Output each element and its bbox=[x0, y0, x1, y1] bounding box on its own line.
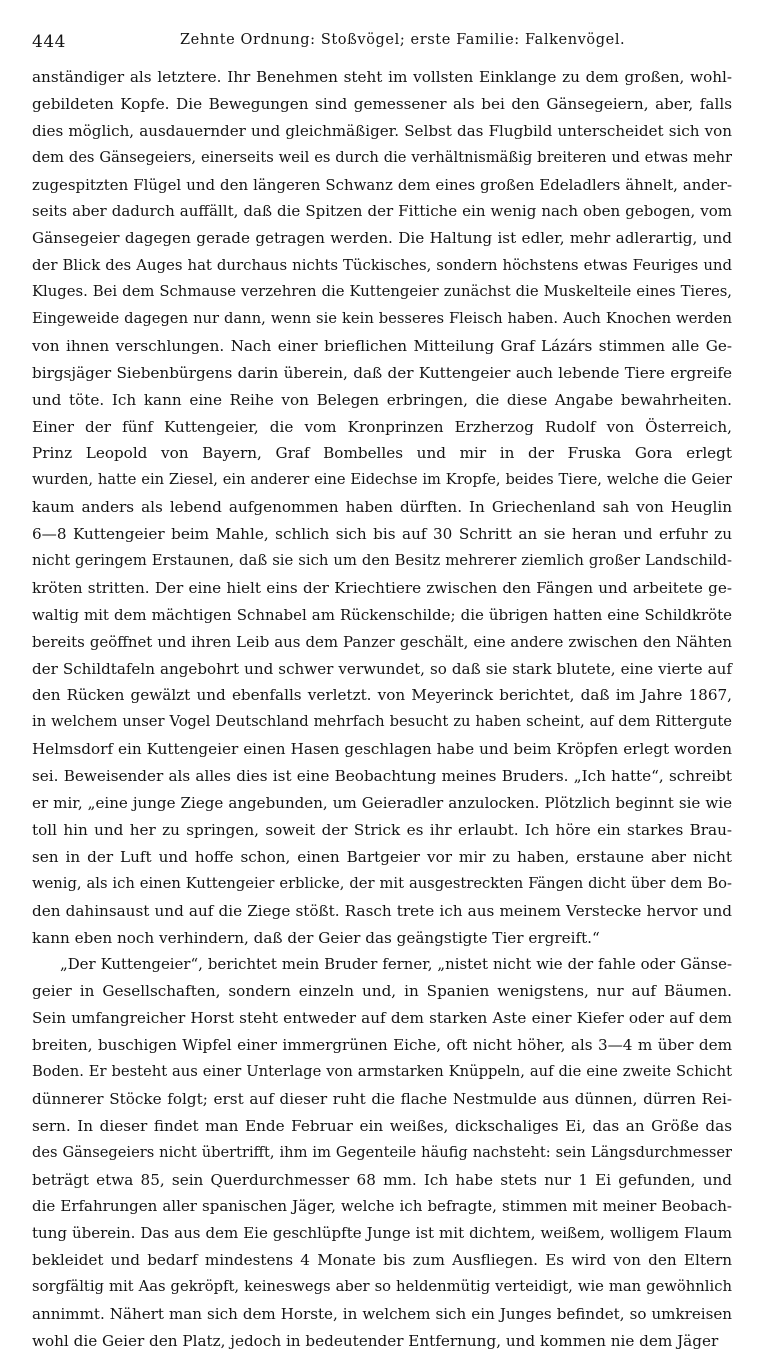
text-line: kann eben noch verhindern, daß der Geier das geängstigte Tier ergreift.“ bbox=[32, 928, 600, 947]
text-line: dünnerer Stöcke folgt; erst auf dieser ruht die flache Nestmulde aus dünnen, dürren Rei- bbox=[32, 1089, 732, 1108]
text-line: dem des Gänsegeiers, einerseits weil es durch die verhältnismäßig breiteren und etwas mehr bbox=[32, 148, 732, 166]
running-head: Zehnte Ordnung: Stoßvögel; erste Familie: Falkenvögel. bbox=[180, 32, 626, 48]
text-line: annimmt. Nähert man sich dem Horste, in welchem sich ein Junges befindet, so umkreisen bbox=[32, 1304, 732, 1323]
text-line: von ihnen verschlungen. Nach einer brieflichen Mitteilung Graf Lázárs stimmen alle Ge- bbox=[32, 336, 732, 355]
text-line: Helmsdorf ein Kuttengeier einen Hasen geschlagen habe und beim Kröpfen erlegt worden bbox=[32, 740, 732, 759]
text-line: zugespitzten Flügel und den längeren Schwanz dem eines großen Edeladlers ähnelt, ander- bbox=[32, 175, 732, 194]
text-line: breiten, buschigen Wipfel einer immergrünen Eiche, oft nicht höher, als 3—4 m über dem bbox=[32, 1036, 732, 1055]
text-line: waltig mit dem mächtigen Schnabel am Rückenschilde; die übrigen hatten eine Schildkröte bbox=[32, 605, 732, 624]
text-line: die Erfahrungen aller spanischen Jäger, welche ich befragte, stimmen mit meiner Beobach- bbox=[32, 1197, 732, 1216]
page-number: 444 bbox=[32, 32, 66, 52]
text-line: sen in der Luft und hoffe schon, einen Bartgeier vor mir zu haben, erstaune aber nicht bbox=[32, 847, 732, 866]
text-line: wohl die Geier den Platz, jedoch in bedeutender Entfernung, und kommen nie dem Jäger bbox=[32, 1331, 719, 1350]
paragraph bbox=[32, 951, 732, 1354]
text-line: sei. Beweisender als alles dies ist eine Beobachtung meines Bruders. „Ich hatte“, schreibt bbox=[32, 767, 732, 786]
text-line: tung überein. Das aus dem Eie geschlüpfte Junge ist mit dichtem, weißem, wolligem Flaum bbox=[32, 1224, 732, 1243]
text-line: wenig, als ich einen Kuttengeier erblicke, der mit ausgestreckten Fängen dicht über dem Bo- bbox=[32, 874, 732, 892]
text-line: der Blick des Auges hat durchaus nichts Tückisches, sondern höchstens etwas Feuriges und bbox=[32, 256, 732, 275]
text-line: Boden. Er besteht aus einer Unterlage von armstarken Knüppeln, auf die eine zweite Schicht bbox=[32, 1062, 732, 1080]
text-line: Kluges. Bei dem Schmause verzehren die Kuttengeier zunächst die Muskelteile eines Tieres, bbox=[32, 283, 732, 301]
text-line: des Gänsegeiers nicht übertrifft, ihm im Gegenteile häufig nachsteht: sein Längsdurchmesser bbox=[32, 1143, 732, 1161]
text-line: den dahinsaust und auf die Ziege stößt. Rasch trete ich aus meinem Verstecke hervor und bbox=[32, 901, 732, 920]
text-line: gebildeten Kopfe. Die Bewegungen sind gemessener als bei den Gänsegeiern, aber, falls bbox=[32, 94, 732, 113]
text-line: in welchem unser Vogel Deutschland mehrfach besucht zu haben scheint, auf dem Rittergute bbox=[32, 713, 732, 731]
text-line: und töte. Ich kann eine Reihe von Belegen erbringen, die diese Angabe bewahrheiten. bbox=[32, 390, 732, 409]
text-line: kaum anders als lebend aufgenommen haben dürften. In Griechenland sah von Heuglin bbox=[32, 498, 732, 517]
body-text bbox=[32, 64, 732, 1355]
text-line: bereits geöffnet und ihren Leib aus dem Panzer geschält, eine andere zwischen den Nähten bbox=[32, 632, 732, 651]
text-line: „Der Kuttengeier“, berichtet mein Bruder ferner, „nistet nicht wie der fahle oder Gänse- bbox=[60, 955, 732, 974]
text-line: geier in Gesellschaften, sondern einzeln und, in Spanien wenigstens, nur auf Bäumen. bbox=[32, 982, 732, 1001]
text-line: Prinz Leopold von Bayern, Graf Bombelles und mir in der Fruska Gora erlegt bbox=[32, 444, 732, 463]
text-line: seits aber dadurch auffällt, daß die Spitzen der Fittiche ein wenig nach oben gebogen, vom bbox=[32, 202, 732, 221]
paragraph bbox=[32, 64, 732, 951]
text-line: birgsjäger Siebenbürgens darin überein, daß der Kuttengeier auch lebende Tiere ergreife bbox=[32, 363, 732, 382]
text-line: anständiger als letztere. Ihr Benehmen steht im vollsten Einklange zu dem großen, wohl- bbox=[32, 68, 732, 86]
text-line: Eingeweide dagegen nur dann, wenn sie kein besseres Fleisch haben. Auch Knochen werden bbox=[32, 310, 732, 328]
text-line: beträgt etwa 85, sein Querdurchmesser 68 mm. Ich habe stets nur 1 Ei gefunden, und bbox=[32, 1170, 732, 1189]
text-line: Sein umfangreicher Horst steht entweder auf dem starken Aste einer Kiefer oder auf dem bbox=[32, 1009, 732, 1028]
text-line: 6—8 Kuttengeier beim Mahle, schlich sich bis auf 30 Schritt an sie heran und erfuhr zu bbox=[32, 525, 732, 544]
text-line: sern. In dieser findet man Ende Februar ein weißes, dickschaliges Ei, das an Größe das bbox=[32, 1116, 732, 1135]
page-header bbox=[30, 30, 735, 56]
text-line: Gänsegeier dagegen gerade getragen werden. Die Haltung ist edler, mehr adlerartig, und bbox=[32, 229, 732, 248]
text-line: dies möglich, ausdauernder und gleichmäßiger. Selbst das Flugbild unterscheidet sich von bbox=[32, 121, 732, 140]
text-line: er mir, „eine junge Ziege angebunden, um Geieradler anzulocken. Plötzlich beginnt sie wie bbox=[32, 794, 732, 813]
text-line: wurden, hatte ein Ziesel, ein anderer eine Eidechse im Kropfe, beides Tiere, welche die Geier bbox=[32, 471, 732, 489]
text-line: nicht geringem Erstaunen, daß sie sich um den Besitz mehrerer ziemlich großer Landschild- bbox=[32, 552, 732, 570]
text-line: bekleidet und bedarf mindestens 4 Monate bis zum Ausfliegen. Es wird von den Eltern bbox=[32, 1251, 732, 1270]
text-line: toll hin und her zu springen, soweit der Strick es ihr erlaubt. Ich höre ein starkes Brau- bbox=[32, 820, 732, 839]
text-line: den Rücken gewälzt und ebenfalls verletzt. von Meyerinck berichtet, daß im Jahre 1867, bbox=[32, 686, 732, 705]
text-line: der Schildtafeln angebohrt und schwer verwundet, so daß sie stark blutete, eine vierte auf bbox=[32, 659, 732, 678]
text-line: kröten stritten. Der eine hielt eins der Kriechtiere zwischen den Fängen und arbeitete ge- bbox=[32, 578, 732, 597]
text-line: sorgfältig mit Aas gekröpft, keineswegs aber so heldenmütig verteidigt, wie man gewöhnlich bbox=[32, 1278, 732, 1296]
text-line: Einer der fünf Kuttengeier, die vom Kronprinzen Erzherzog Rudolf von Österreich, bbox=[32, 417, 732, 436]
